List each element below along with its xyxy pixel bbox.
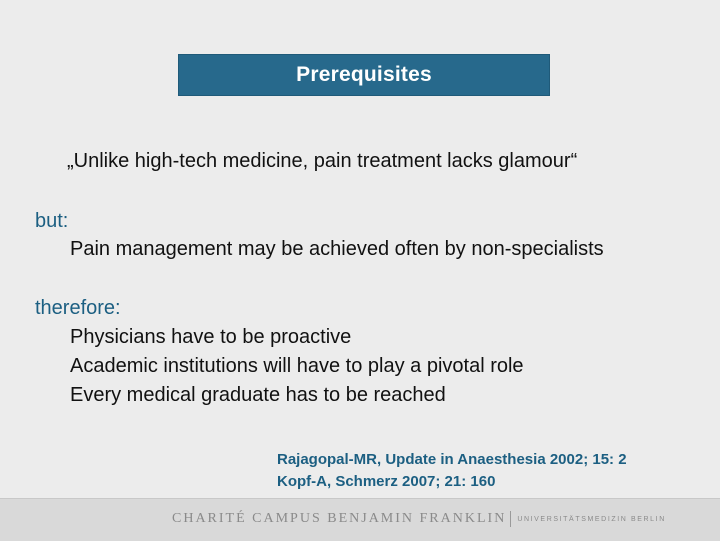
reference-1: Rajagopal-MR, Update in Anaesthesia 2002; 15: 2 <box>277 451 627 468</box>
slide-title: Prerequisites <box>296 63 432 86</box>
university-name: UNIVERSITÄTSMEDIZIN BERLIN <box>517 515 666 523</box>
therefore-line-3: Every medical graduate has to be reached <box>70 384 446 406</box>
therefore-line-2: Academic institutions will have to play a pivotal role <box>70 355 524 377</box>
therefore-label: therefore: <box>35 297 121 319</box>
footer-divider <box>510 511 511 527</box>
campus-name: CHARITÉ CAMPUS BENJAMIN FRANKLIN <box>172 511 507 526</box>
reference-2: Kopf-A, Schmerz 2007; 21: 160 <box>277 473 496 490</box>
charite-logo <box>172 511 666 527</box>
therefore-line-1: Physicians have to be proactive <box>70 326 352 348</box>
footer-bar <box>0 498 720 541</box>
but-label: but: <box>35 210 69 232</box>
title-banner <box>178 54 550 96</box>
but-line: Pain management may be achieved often by non-specialists <box>70 238 604 260</box>
quote-text: „Unlike high-tech medicine, pain treatment lacks glamour“ <box>67 150 578 172</box>
